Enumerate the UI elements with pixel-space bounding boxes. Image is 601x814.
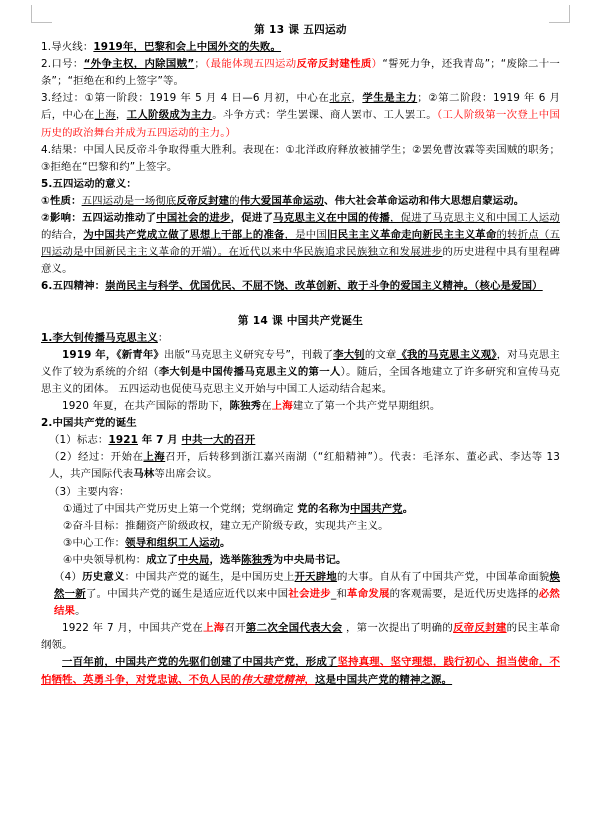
influence-social-progress: 中国社会的进步 <box>156 212 231 225</box>
nature-plain: 、伟大社会革命运动和伟大思想启蒙运动。 <box>324 194 525 207</box>
content1-tail: 。 <box>402 502 414 515</box>
item3-seg-a: ①第一阶段：1919 年 5 月 4 日—6 月初，中心在 <box>84 92 330 105</box>
section-spacer <box>41 296 560 313</box>
item1-key-fact: 1919年，巴黎和会上中国外交的失败。 <box>93 41 282 54</box>
lesson13-item-1 <box>41 39 560 56</box>
significance-plain-f: 。 <box>75 605 86 618</box>
lesson14-content-heading: （3）主要内容： <box>49 485 130 498</box>
mark-label: （1）标志： <box>49 434 109 447</box>
significance-plain-a: ：中国共产党的诞生，是中国历史上 <box>124 571 295 583</box>
significance-label-b: 历史意义 <box>82 571 125 583</box>
lesson14-content-3 <box>41 535 560 552</box>
influence-party-preparation: 为中国共产党成立做了思想上干部上的准备 <box>83 229 285 242</box>
para1920-shanghai: 上海 <box>271 400 293 413</box>
content4-label: ④中央领导机构： <box>63 553 147 566</box>
lesson14-content-1 <box>41 501 560 518</box>
influence-u-c: ，促进了马克思主义和中国工人运动 <box>390 212 560 225</box>
content1-party-name-label: 党的名称为 <box>297 502 350 515</box>
influence-u-e: 的转折点（五四运动是中国新民主主义革命的开端）。在近代以来中华民族 <box>41 229 560 259</box>
congress2-meeting-name: 第二次全国代表大会 <box>245 622 343 635</box>
item2-red-open: （最能体现五四运动 <box>204 58 297 71</box>
nature-anti-imperial: 反帝反封建 <box>176 194 230 207</box>
congress2-shanghai: 上海 <box>203 622 225 635</box>
para1920-plain-c: 建立了第一个共产党早期组织。 <box>292 400 441 413</box>
mark-first-congress: 中共一大的召开 <box>181 434 256 447</box>
para1919-year: 1919 年， <box>62 348 117 361</box>
li-dazhao-heading: 1.李大钊传播马克思主义 <box>41 331 158 344</box>
significance-plain-b: 的大事。自从有了中国共产党，中国革命面貌 <box>337 571 550 583</box>
item2-semicolon: ； <box>194 58 205 71</box>
congress2-anti-imperial: 反帝反封建 <box>453 622 507 635</box>
para1920-chen-duxiu: 陈独秀 <box>229 400 262 413</box>
para1919-li-dazhao: 李大钊 <box>333 348 365 361</box>
congress2-plain-a: 1922 年 7 月，中国共产党在 <box>62 622 204 635</box>
spirit-bu-a: 一百年前，中国共产党的先驱们创建了中国共产党，形成了 <box>62 656 338 669</box>
influence-label: ②影响： <box>41 212 82 225</box>
mark-plain-a: 年 7 月 <box>138 434 182 447</box>
influence-u-d: ，是中国 <box>284 229 327 242</box>
significance-brand-new: 焕然一新 <box>54 571 561 601</box>
lesson-14-title: 第 14 课 中国共产党诞生 <box>237 314 364 327</box>
lesson14-para-1919 <box>41 347 560 398</box>
process-plain-a: 召开，后转移到浙江嘉兴南湖（“红船精神”）。代表：毛泽东、董必武、李达等 13 人，共产国际代表 <box>49 451 560 481</box>
item3-seg-c: ；②第二阶段：1919 年 6 月后，中心在 <box>41 92 560 122</box>
nature-u-a: 五四运动是一场彻底 <box>81 194 177 207</box>
lesson13-item-3 <box>41 90 560 141</box>
influence-plain-c: 的结合， <box>41 229 84 242</box>
para1919-plain-d: ）。随后，全国各地建立了许多研究和宣传马克思主义的团体。 五四运动也促使马克思主义开始与中国工人运动结合起来。 <box>41 365 560 395</box>
lesson14-congress2 <box>41 620 560 654</box>
process-plain-b: 等出席会议。 <box>154 468 218 481</box>
item3-students-main-force: 学生是主力 <box>362 92 418 105</box>
para1920-plain-a: 1920 年夏，在共产国际的帮助下， <box>62 400 230 413</box>
item3-seg-b: ， <box>351 92 363 105</box>
lesson13-item-2 <box>41 56 560 90</box>
influence-plain-f: 的历史进程中具有里程碑意义。 <box>41 246 560 276</box>
para1919-first-person-note: 李大钊是中国传播马克思主义的第一人 <box>158 365 341 378</box>
congress2-plain-d: 的民主革命纲领。 <box>41 622 561 652</box>
item3-red-note: （工人阶级第一次登上中国历史的政治舞台并成为五四运动的主力。） <box>41 109 560 139</box>
document-body <box>41 22 560 689</box>
influence-marxism-spread: 马克思主义在中国的传播 <box>273 212 391 225</box>
spirit-red-values: 坚持真理、坚守理想，践行初心、担当使命，不怕牺牲、英勇斗争，对党忠诚、不负人民的 <box>41 656 560 686</box>
li-dazhao-heading-tail: ： <box>157 331 169 344</box>
lesson14-para-1920 <box>41 398 560 415</box>
item6-label: 6.五四精神： <box>41 280 106 293</box>
influence-b-b: ，促进了 <box>230 212 274 225</box>
lesson14-content-2: ②奋斗目标：推翻资产阶级政权，建立无产阶级专政，实现共产主义。 <box>63 519 389 532</box>
para1919-plain-c: ，对马克思主义作了较为系统的介绍（ <box>41 348 560 378</box>
significance-epoch-making: 开天辟地 <box>294 571 338 583</box>
spirit-source-statement: 这是中国共产党的精神之源。 <box>315 673 453 686</box>
content4-chen-duxiu: 陈独秀 <box>241 553 273 566</box>
lesson13-item-5-heading: 5.五四运动的意义： <box>41 177 137 190</box>
content3-tail: 。 <box>220 536 231 549</box>
significance-revolution-development: 革命发展 <box>347 588 390 601</box>
crop-mark-top-right <box>549 5 570 23</box>
mark-year: 1921 <box>108 434 138 447</box>
item2-rest: “誓死力争，还我青岛”；“废除二十一条”；“拒绝在和约上签字”等。 <box>41 58 560 88</box>
item2-red-close: ） <box>371 58 383 71</box>
influence-b-a: 五四运动推动了 <box>81 212 157 225</box>
lesson14-significance <box>41 569 560 620</box>
crop-mark-top-left <box>31 5 52 23</box>
nature-u-b: 的 <box>229 194 240 207</box>
lesson14-item-2-heading: 2.中国共产党的诞生 <box>41 417 137 430</box>
lesson14-party-spirit <box>41 654 560 688</box>
para1919-plain-a: 出版“马克思主义研究专号”，刊载了 <box>163 348 334 361</box>
item3-seg-d: ， <box>115 109 127 122</box>
spirit-rbu-b: ， <box>304 673 316 686</box>
nature-label: ①性质： <box>41 194 82 207</box>
content4-b2: ，选举 <box>209 553 242 566</box>
significance-inevitable-result: 必然结果 <box>54 588 560 618</box>
para1919-plain-b: 的文章 <box>364 348 397 361</box>
lesson14-process <box>41 449 560 483</box>
significance-plain-d: _和 <box>330 588 348 601</box>
congress2-plain-b: 召开 <box>224 622 246 635</box>
spirit-great-founding-spirit: 伟大建党精神 <box>241 673 305 686</box>
item3-beijing: 北京 <box>329 92 352 105</box>
para1920-plain-b: 在 <box>261 400 272 413</box>
item3-workers-main-force: 工人阶级成为主力 <box>126 109 213 122</box>
item3-seg-e: 。斗争方式：学生罢课、商人罢市、工人罢工。 <box>212 109 437 122</box>
para1919-article-title: 《我的马克思主义观》 <box>396 348 497 361</box>
congress2-plain-c: ，第一次提出了明确的 <box>342 622 454 635</box>
content3-central-work: 领导和组织工人运动 <box>125 536 221 549</box>
item3-shanghai: 上海 <box>94 109 116 122</box>
process-malin: 马林 <box>133 468 155 481</box>
content1-party-name: 中国共产党 <box>349 502 403 515</box>
significance-plain-e: 的客观需要，是近代历史选择的 <box>389 588 539 601</box>
item3-label: 3.经过： <box>41 92 85 105</box>
content3-label: ③中心工作： <box>63 536 126 549</box>
para1919-journal: 《新青年》 <box>116 348 164 361</box>
lesson13-item-5-influence <box>41 210 560 278</box>
significance-social-progress: 社会进步 <box>288 588 331 601</box>
item2-label: 2.口号： <box>41 58 84 71</box>
lesson13-item-5-nature <box>41 193 560 210</box>
item6-spirit: 崇尚民主与科学、优国优民、不屈不饶、改革创新、敢于斗争的爱国主义精神。（核心是爱国） <box>105 280 543 293</box>
lesson14-mark <box>41 432 560 449</box>
significance-plain-c: 了。中国共产党的诞生是适应近代以来中国 <box>85 588 289 601</box>
significance-label-a: （4） <box>54 571 83 583</box>
item1-label: 1.导火线： <box>41 41 94 54</box>
nature-great-patriotic: 伟大爱国革命运动 <box>239 194 325 207</box>
lesson14-item-1-heading <box>41 330 560 347</box>
lesson14-content-4 <box>41 552 560 569</box>
lesson13-item-6 <box>41 278 560 295</box>
content1-plain: ①通过了中国共产党历史上第一个党纲；党纲确定 <box>63 502 298 515</box>
process-shanghai: 上海 <box>143 451 166 464</box>
lesson-13-title: 第 13 课 五四运动 <box>254 24 347 36</box>
process-label: （2）经过：开始在 <box>49 451 144 464</box>
content4-b3: 为中央局书记 <box>272 553 336 566</box>
lesson13-item-4: 4.结果：中国人民反帝斗争取得重大胜利。表现在：①北洋政府释放被捕学生；②罢免曹汝霖等卖国贼的职务；③拒绝在“巴黎和约”上签字。 <box>41 143 560 173</box>
content4-central-bureau: 中央局 <box>177 553 210 566</box>
influence-old-to-new-democracy: 旧民主主义革命走向新民主主义革命 <box>327 229 497 242</box>
item2-red-emphasis: 反帝反封建性质 <box>296 58 372 71</box>
content4-b: 成立了 <box>146 553 178 566</box>
item2-slogan: “外争主权，内除国贼” <box>83 58 195 71</box>
content4-tail: 。 <box>336 553 347 566</box>
influence-u-f: 追求民族独立和发展进步 <box>324 246 443 259</box>
